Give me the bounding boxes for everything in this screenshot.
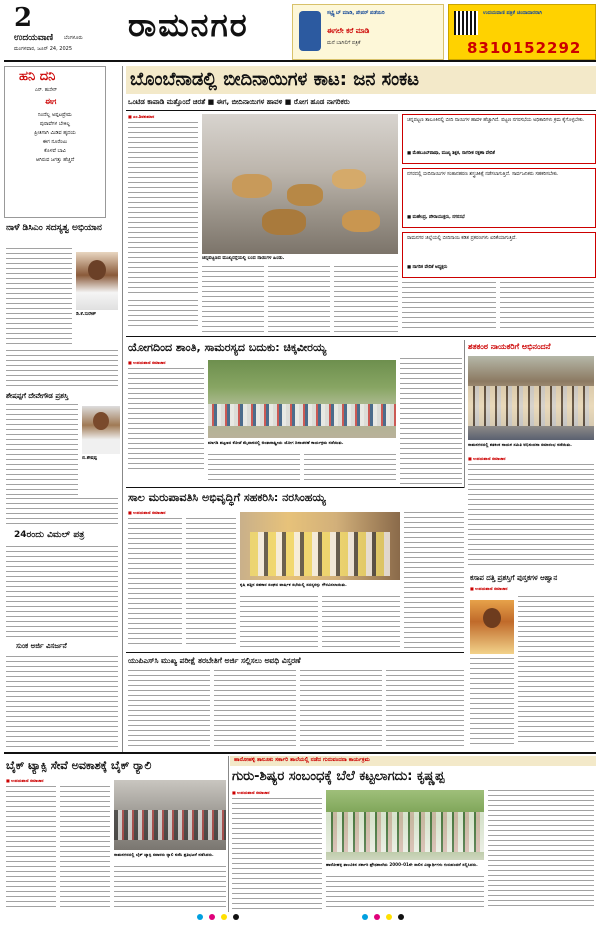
verse-line: ಈಗ ನೂರೆಂಟು: [42, 139, 68, 145]
black-dot: [233, 914, 239, 920]
award-body: [6, 404, 78, 496]
honey-author: ಎನ್. ಹುಸೇನ್: [35, 88, 58, 93]
honey-logo: ಹನಿ ದನಿ: [19, 69, 56, 84]
cyan-dot: [362, 914, 368, 920]
loan-headline: ಸಾಲ ಮರುಪಾವತಿಸಿ ಅಭಿವೃದ್ಧಿಗೆ ಸಹಕರಿಸಿ: ನರಸಿಂಹಯ್ಯ: [128, 491, 326, 504]
event-body-2: [6, 350, 118, 388]
lead-body-col2: [128, 300, 198, 330]
loan-body-col4: [322, 596, 400, 648]
bike-byline: ■ ಉದಯವಾಣಿ ಸಮಾಚಾರ: [6, 778, 44, 783]
rally-strip: [114, 810, 226, 840]
paper-name: ಉದಯವಾಣಿ: [14, 33, 54, 43]
bike-body-col1: [6, 786, 56, 910]
left-column-rule: [122, 66, 123, 752]
bike-photo-caption: ರಾಮನಗರದಲ್ಲಿ ಬೈಕ್‌ ಟ್ಯಾಕ್ಸಿ ಸವಾರರು ರ‍್ಯಾಲಿ ನಡೆಸಿ ಪ್ರತಿಭಟನೆ ನಡೆಸಿದರು.: [114, 852, 214, 857]
yellow-dot: [221, 914, 227, 920]
edition: ಬೆಂಗಳೂರು: [64, 35, 83, 41]
ups-body-col4: [386, 670, 464, 748]
ups-top-rule: [126, 652, 464, 653]
crowd-strip: [208, 404, 396, 426]
loan-body-col5: [404, 512, 464, 648]
bids-body: [6, 656, 118, 748]
loan-body-col3: [240, 596, 318, 648]
black-dot: [398, 914, 404, 920]
dog-icon: [232, 174, 272, 198]
verse-line: ಪುರಾವೆಗಳ ಬೇಕಿಲ್ಲ: [39, 121, 71, 127]
yoga-body-col2: [208, 454, 300, 484]
yoga-photo: [208, 360, 396, 438]
guru-body-col3: [488, 790, 594, 910]
loan-top-rule: [126, 487, 464, 488]
verse-line: ನಿಂದೆಲ್ಲ ಅಪ್ಪಟಪ್ರೇಮ: [38, 112, 72, 118]
crowd-strip: [468, 386, 594, 426]
guru-kicker: ಹಾರೋಹಳ್ಳಿ ತಾಲೂಕು ಸರ್ಕಾರಿ ಶಾಲೆಯಲ್ಲಿ ನಡೆದ ಗುರುವಂದನಾ ಕಾರ್ಯಕ್ರಮ: [234, 757, 370, 763]
guru-body-col1: [232, 798, 322, 910]
quote-2-text: ನಗರದಲ್ಲಿ ಬೀದಿನಾಯಿಗಳ ಸಂತಾನಹರಣ ಶಸ್ತ್ರಚಿಕಿತ್ಸೆ ನಡೆಸಲಾಗುತ್ತಿದೆ. ಸಾರ್ವಜನಿಕರು ಸಹಕರಿಸಬೇಕು.: [407, 172, 559, 177]
loan-body-col2: [186, 518, 236, 648]
ad-sub-text: ಮನೆ ಬಾಗಿಲಿಗೆ ಪತ್ರಿಕೆ: [327, 40, 361, 46]
guru-kicker-bar: [230, 756, 596, 766]
guru-headline: ಗುರು-ಶಿಷ್ಯರ ಸಂಬಂಧಕ್ಕೆ ಬೆಲೆ ಕಟ್ಟಲಾಗದು: ಕೃಷ್ಣಪ್ಪ: [232, 769, 445, 784]
dog-icon: [332, 169, 366, 189]
loan-photo-caption: ಕೃಷಿ ಪತ್ತಿನ ಸಹಕಾರ ಸಂಘದ ವಾರ್ಷಿಕ ಸಭೆಯಲ್ಲಿ ಸದಸ್ಯರನ್ನು ಗೌರವಿಸಲಾಯಿತು.: [240, 582, 347, 587]
quote-1-author: ■ ಮೆಹಬೂಬ್‌ಪಾಷಾ, ಮುಖ್ಯ ಶಿಕ್ಷಕ, ನಾಗರೀಕ ರಕ್ಷಣಾ ವೇದಿಕೆ: [407, 151, 495, 156]
bottom-split-rule: [228, 756, 229, 912]
quote-2-author: ■ ಮಹೇಂದ್ರ, ಪೌರಾಯುಕ್ತರು, ನಗರಸಭೆ: [407, 215, 465, 220]
loan-photo: [240, 512, 400, 580]
yoga-photo-caption: ಮಾಗಡಿ ಪಟ್ಟಣದ ಕೋಟೆ ಮೈದಾನದಲ್ಲಿ ಅಂತಾರಾಷ್ಟ್ರೀಯ ಯೋಗ ದಿನಾಚರಣೆ ಕಾರ್ಯಕ್ರಮ ನಡೆಯಿತು.: [208, 440, 344, 445]
lead-body-col4: [268, 266, 330, 332]
felicitation-photo: [468, 356, 594, 440]
lead-body-col1: [128, 122, 198, 294]
lead-headline-bar: [126, 66, 596, 94]
yoga-body-col1: [128, 368, 204, 472]
book-photo: [470, 600, 514, 654]
felicitation-byline: ■ ಉದಯವಾಣಿ ಸಮಾಚಾರ: [468, 456, 506, 461]
header-rule: [4, 60, 596, 62]
lead-headline: ಬೊಂಬೆನಾಡಲ್ಲಿ ಬೀದಿನಾಯಿಗಳ ಕಾಟ: ಜನ ಸಂಕಟ: [130, 69, 419, 90]
phone-icon: [299, 11, 321, 51]
ups-body-col1: [128, 670, 210, 748]
dog-icon: [287, 184, 323, 206]
verse-line: ಪ್ರೀತಿಗಾಗಿ ಮಿಡಿವ ಹೃದಯ: [34, 130, 76, 136]
vote-headline: 24ರಂದು ವಿಮಲ್‌ ಪತ್ರ: [14, 530, 85, 540]
lead-bottom-rule: [126, 336, 596, 337]
lead-body-col7: [500, 282, 594, 332]
book-body-col2: [470, 658, 514, 746]
bike-body-col2: [60, 786, 110, 910]
bike-body-col3: [114, 866, 226, 910]
person-face-icon: [88, 260, 106, 280]
bottom-section-rule: [4, 752, 596, 754]
page-number: 2: [14, 3, 33, 33]
magenta-dot: [209, 914, 215, 920]
verse-line: ಆಗಿರುವ ಜಗತ್ತು ಹೆಚ್ಚಿದೆ: [35, 157, 75, 163]
yoga-byline: ■ ಉದಯವಾಣಿ ಸಮಾಚಾರ: [128, 360, 166, 365]
bike-photo: [114, 780, 226, 850]
event-body: [6, 248, 72, 348]
ad-side-text: ಉದಯವಾಣಿ ಪತ್ರಿಕೆ ಚಂದಾದಾರರಾಗಿ: [483, 10, 543, 16]
magenta-dot: [374, 914, 380, 920]
cyan-dot: [197, 914, 203, 920]
book-headline: ಕಸಾಪ ದತ್ತಿ ಪ್ರಶಸ್ತಿಗೆ ಪುಸ್ತಕಗಳ ಆಹ್ವಾನ: [470, 574, 558, 582]
bike-headline: ಬೈಕ್‌ ಟ್ಯಾಕ್ಸಿ ಸೇವೆ ಅವಕಾಶಕ್ಕೆ ಬೈಕ್‌ ರ‍್ಯಾಲಿ: [6, 759, 152, 772]
book-byline: ■ ಉದಯವಾಣಿ ಸಮಾಚಾರ: [470, 586, 508, 591]
guru-byline: ■ ಉದಯವಾಣಿ ಸಮಾಚಾರ: [232, 790, 270, 795]
ad-qr-icon: [454, 11, 478, 35]
event-photo: [76, 252, 118, 310]
honey-head: ಈಗ: [45, 97, 57, 106]
award-photo-caption: ಬಿ.ಶೇಷಪ್ಪ: [82, 456, 97, 461]
event-photo-caption: ಡಿ.ಕೆ.ಸುರೇಶ್: [76, 312, 97, 317]
award-photo: [82, 406, 120, 454]
award-body-2: [6, 498, 118, 528]
quote-1-text: ಚನ್ನಪಟ್ಟಣ ತಾಲೂಕಿನಲ್ಲಿ ಬೀದಿ ನಾಯಿಗಳ ಹಾವಳಿ ಹೆಚ್ಚಾಗಿದೆ. ಪಟ್ಟಣ ನಗರಸಭೆಯ ಅಧಿಕಾರಿಗಳು ಕ್ರಮ ಕೈಗೊಳ್ಳಬೇಕು.: [407, 118, 585, 123]
ad-mid-text: ಈಗಲೇ ಕರೆ ಮಾಡಿ: [327, 27, 370, 35]
felicitation-body: [468, 464, 594, 568]
dog-icon: [262, 209, 306, 235]
felicitation-headline: ಶತಕಂಠ ನಾಯಕರಿಗೆ ಅಭಿನಂದನೆ: [468, 342, 551, 351]
yoga-right-rule: [464, 340, 465, 488]
person-face-icon: [483, 608, 501, 628]
verse-line: ಕೊಳವೆ ಬಾವಿ: [44, 148, 66, 154]
dog-icon: [342, 210, 380, 232]
loan-byline: ■ ಉದಯವಾಣಿ ಸಮಾಚಾರ: [128, 510, 166, 515]
yoga-body-col4: [400, 358, 462, 484]
lead-body-col5: [334, 266, 398, 332]
lead-body-col6: [402, 282, 496, 332]
honey-verse: [9, 111, 101, 165]
quote-3-author: ■ ನಾಗರಿಕ ವೇದಿಕೆ ಅಧ್ಯಕ್ಷರು: [407, 265, 448, 270]
yoga-headline: ಯೋಗದಿಂದ ಶಾಂತಿ, ಸಾಮರಸ್ಯದ ಬದುಕು: ಚಿಕ್ಕವೀರಯ್ಯ: [128, 341, 327, 354]
lead-byline: ■ ಎಂ.ಶಿವಕುಮಾರ: [128, 114, 155, 119]
guru-photo-caption: ಹಾರೋಹಳ್ಳಿ ತಾಲೂಕಿನ ಸರ್ಕಾರಿ ಪ್ರೌಢಶಾಲೆಯ 2000–01ನೇ ಸಾಲಿನ ವಿದ್ಯಾರ್ಥಿಗಳು ಗುರುವಂದನೆ ಸಲ್ಲಿಸಿದರು.: [326, 862, 478, 867]
honey-dhani-box: [4, 66, 106, 218]
yellow-dot: [386, 914, 392, 920]
ups-body-col3: [300, 670, 382, 748]
page-header: [0, 0, 600, 62]
lead-body-col3: [202, 266, 264, 332]
ad-banner-mid: [292, 4, 444, 60]
yoga-body-col3: [304, 454, 396, 484]
group-strip: [326, 812, 484, 852]
event-headline: ನಾಳೆ ಡಿಸಿಎಂ ಸದಸ್ಯತ್ವ ಅಭಿಯಾನ: [6, 223, 102, 233]
ad-banner-right: [448, 4, 596, 60]
vote-body: [6, 546, 118, 638]
lead-quote-2: [402, 168, 596, 228]
lead-photo-caption: ಚನ್ನಪಟ್ಟಣದ ಮುಖ್ಯರಸ್ತೆಯಲ್ಲಿ ಬಂದ ನಾಯಿಗಳ ಹಿಂಡು.: [202, 256, 285, 261]
loan-body-col1: [128, 518, 182, 648]
lead-quote-3: [402, 232, 596, 278]
color-registration-marks: [0, 914, 600, 926]
issue-date: ಮಂಗಳವಾರ, ಜೂನ್ 24, 2025: [14, 46, 72, 52]
ad-top-text: ಸಬ್ಸ್ಕ್ರೈಬ್ ಮಾಡಿ, ಪೇಪರ್ ಪಡೆಯಿರಿ: [327, 10, 385, 16]
ad-phone-number: 8310152292: [467, 39, 582, 57]
person-face-icon: [93, 412, 109, 430]
ups-body-col2: [214, 670, 296, 748]
book-body-col1: [518, 596, 594, 746]
subhead-rule: [126, 110, 596, 111]
section-title: ರಾಮನಗರ: [128, 6, 249, 44]
bids-headline: ಸುಂಕ ಅರ್ಜಿ ವಿಸರ್ಜನೆ: [16, 642, 67, 650]
lead-subhead: ಒಂಟಿಡ ಕಾಪಾಡಿ ಮತ್ತೊಂದೆ ಚಿರತೆ ■ ಈಗ, ಬೀದಿನಾಯಿಗಳ ಹಾವಳಿ ■ ರೋಗ ಹೂಡ ನಾಗರಿಕರು: [128, 98, 350, 106]
lead-photo: [202, 114, 398, 254]
guru-photo: [326, 790, 484, 860]
quote-3-text: ರಾಮನಗರ ಜಿಲ್ಲೆಯಲ್ಲಿ ಬೀದಿನಾಯಿ ಕಡಿತ ಪ್ರಕರಣಗಳು ಏರಿಕೆಯಾಗುತ್ತಿವೆ.: [407, 236, 517, 241]
ups-headline: ಯುಪಿಎಸ್‌ಸಿ ಮುಖ್ಯ ಪರೀಕ್ಷೆ ತರಬೇತಿಗೆ ಅರ್ಜಿ ಸಲ್ಲಿಸಲು ಅವಧಿ ವಿಸ್ತರಣೆ: [128, 656, 301, 665]
lead-quote-1: [402, 114, 596, 164]
guru-body-col2: [326, 876, 484, 910]
award-headline: ಶೇಷಪ್ಪಗೆ ದೇವೇಗೌಡ ಪ್ರಶಸ್ತಿ: [6, 392, 69, 400]
felicitation-caption: ರಾಮನಗರದಲ್ಲಿ ಶತಕಂಠ ನಾಯಕ ಸಮಿತಿ ಅಭಿನಂದನಾ ಸಮಾರಂಭ ನಡೆಯಿತು.: [468, 442, 572, 447]
person-group: [250, 532, 390, 576]
